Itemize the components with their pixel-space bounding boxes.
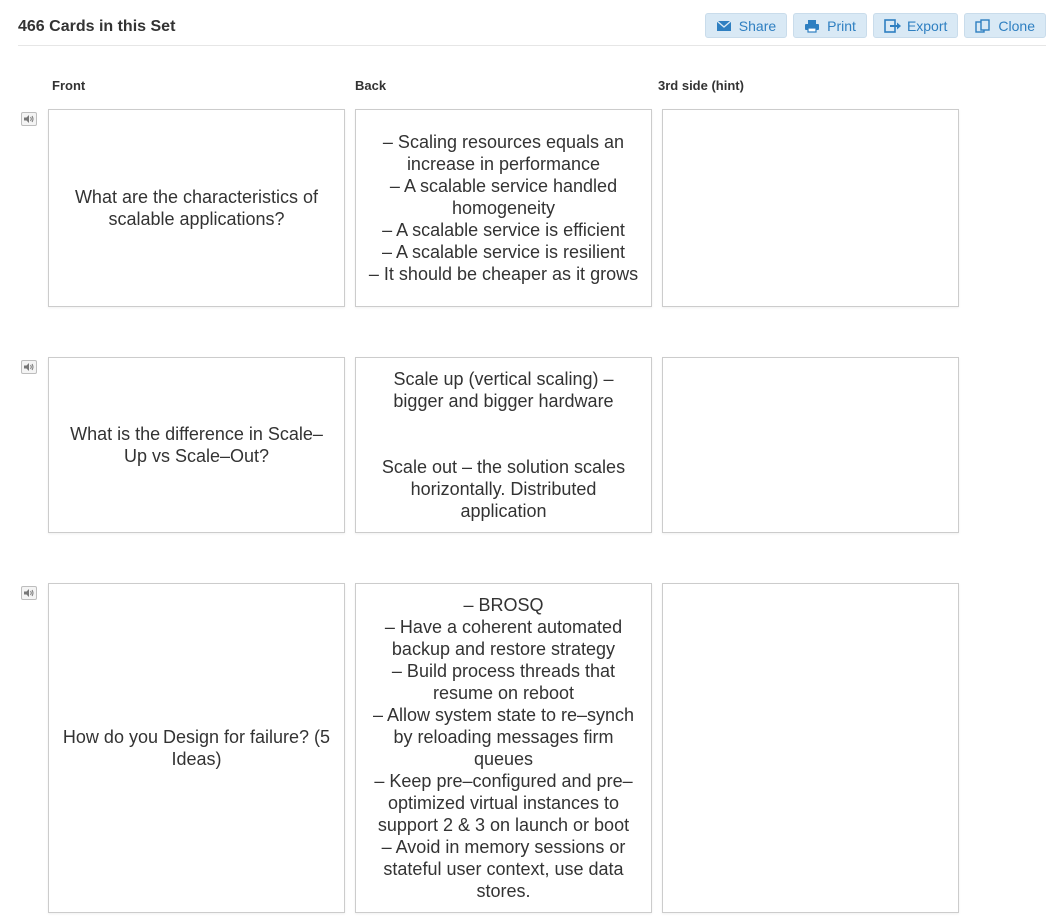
speaker-icon [24, 363, 34, 371]
column-header-back: Back [355, 78, 387, 93]
card-front [48, 583, 345, 913]
print-label: Print [827, 17, 856, 34]
card-front [48, 109, 345, 307]
card-hint [662, 357, 959, 533]
column-header-front: Front [52, 78, 86, 93]
card-back-text: – Scaling resources equals an increase in performance – A scalable service handled homogeneity – A scalable service is efficient – A scalable service is resilient – It should be cheaper as it grows [368, 132, 639, 284]
card-back-text: – BROSQ – Have a coherent automated backup and restore strategy – Build process threads that resume on reboot – Allow system state to re–synch by reloading messages firm queues – Keep pre–configured and pre–optimized virtual instances to support 2 & 3 on launch or boot – Avoid in memory sessions or stateful user context, use data stores. [372, 595, 635, 901]
card-front-text: What is the difference in Scale–Up vs Scale–Out? [70, 424, 323, 466]
set-title: 466 Cards in this Set [18, 18, 176, 35]
card-back [355, 357, 652, 533]
share-button[interactable] [705, 13, 787, 38]
toolbar [705, 13, 1046, 38]
card-back-text: Scale up (vertical scaling) – bigger and bigger hardware Scale out – the solution scales horizontally. Distributed application [381, 369, 626, 521]
copy-icon [975, 19, 991, 33]
audio-button[interactable] [21, 586, 37, 600]
export-icon [884, 19, 900, 33]
share-label: Share [738, 17, 777, 34]
speaker-icon [24, 589, 34, 597]
envelope-icon [716, 19, 732, 33]
print-button[interactable] [793, 13, 867, 38]
set-header [18, 10, 1046, 46]
audio-button[interactable] [21, 112, 37, 126]
clone-label: Clone [998, 17, 1035, 34]
card-hint [662, 583, 959, 913]
audio-button[interactable] [21, 360, 37, 374]
card-back [355, 109, 652, 307]
printer-icon [804, 19, 820, 33]
clone-button[interactable] [964, 13, 1046, 38]
card-front-text: How do you Design for failure? (5 Ideas) [62, 727, 331, 769]
column-header-hint: 3rd side (hint) [658, 78, 744, 93]
speaker-icon [24, 115, 34, 123]
card-back [355, 583, 652, 913]
export-label: Export [906, 17, 948, 34]
card-front [48, 357, 345, 533]
export-button[interactable] [873, 13, 958, 38]
card-hint [662, 109, 959, 307]
card-front-text: What are the characteristics of scalable applications? [74, 187, 319, 229]
